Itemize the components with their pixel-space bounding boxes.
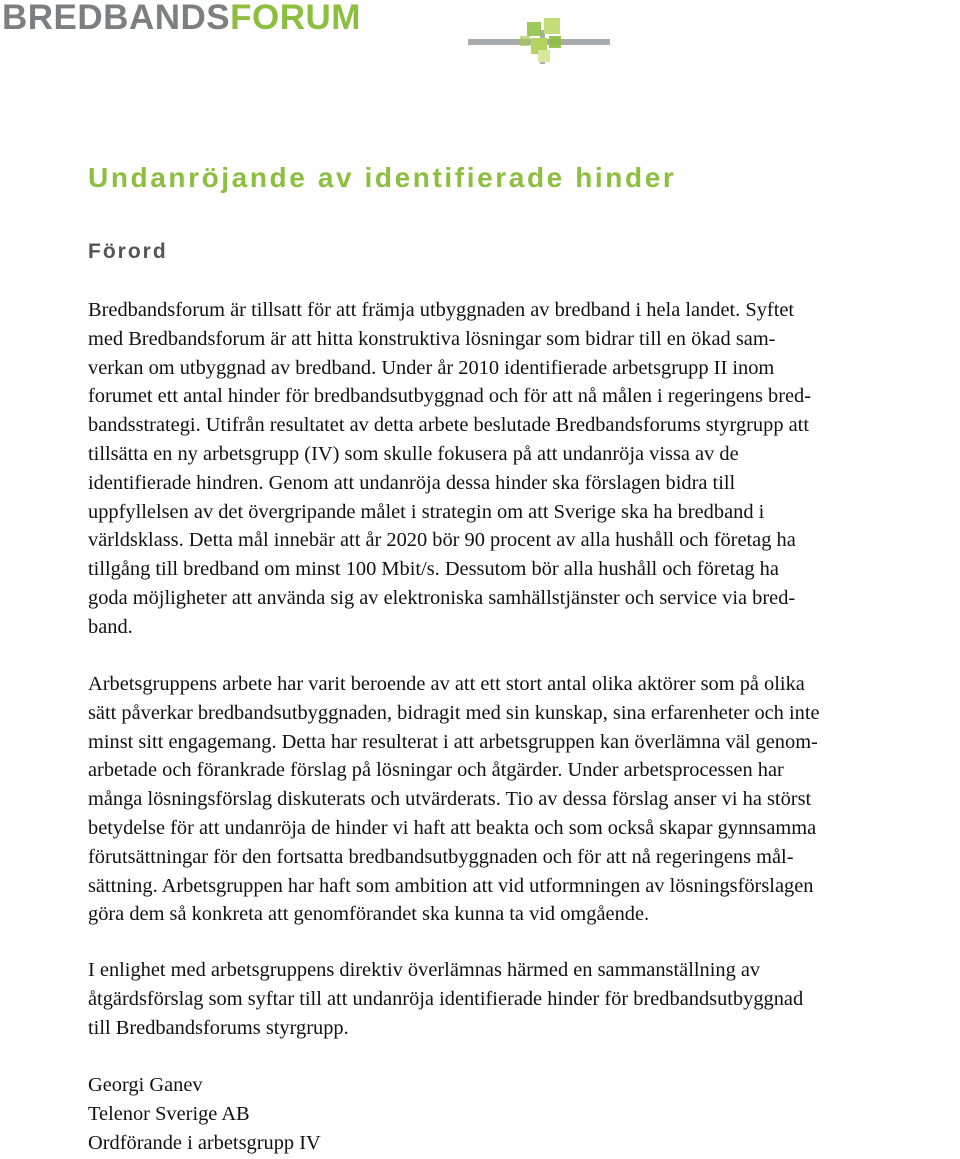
logo-wordmark-forum: FORUM: [230, 0, 361, 37]
text-line: sättning. Arbetsgruppen har haft som ambition att vid utformningen av lösningsförslagen: [88, 874, 814, 897]
text-line: I enlighet med arbetsgruppens direktiv överlämnas härmed en sammanställning av: [88, 959, 761, 981]
text-line: tillgång till bredband om minst 100 Mbit/s. Dessutom bör alla hushåll och företag ha: [88, 558, 779, 581]
text-line: verkan om utbyggnad av bredband. Under år 2010 identifierade arbetsgrupp II inom: [88, 356, 775, 379]
text-line: åtgärdsförslag som syftar till att undanröja identifierade hinder för bredbandsutbyggnad: [88, 987, 804, 1010]
text-line: till Bredbandsforums styrgrupp.: [88, 1016, 349, 1039]
text-line: Bredbandsforum är tillsatt för att främja utbyggnaden av bredband i hela landet. Syftet: [88, 299, 795, 321]
text-line: många lösningsförslag diskuterats och utvärderats. Tio av dessa förslag anser vi ha störst: [88, 788, 812, 811]
text-line: förutsättningar för den fortsatta bredbandsutbyggnaden och för att nå regeringens mål-: [88, 845, 794, 868]
bredbandsforum-logo: [0, 0, 620, 72]
text-line: minst sitt engagemang. Detta har resulterat i att arbetsgruppen kan överlämna väl genom-: [88, 730, 818, 753]
signature-name: Georgi Ganev: [88, 1074, 203, 1096]
signature-block: [88, 1071, 321, 1157]
signature-company: Telenor Sverige AB: [88, 1102, 250, 1125]
text-line: band.: [88, 615, 133, 638]
text-line: Arbetsgruppens arbete har varit beroende av att ett stort antal olika aktörer som på olika: [88, 673, 805, 695]
paragraph-1: [88, 296, 811, 642]
section-heading: Förord: [88, 240, 168, 263]
signature-role: Ordförande i arbetsgrupp IV: [88, 1131, 321, 1154]
text-line: världsklass. Detta mål innebär att år 2020 bör 90 procent av alla hushåll och företag ha: [88, 529, 796, 552]
page-title: Undanröjande av identifierade hinder: [88, 162, 677, 193]
text-line: arbetade och förankrade förslag på lösningar och åtgärder. Under arbetsprocessen har: [88, 759, 784, 782]
text-line: goda möjligheter att använda sig av elektroniska samhällstjänster och service via bred-: [88, 586, 796, 609]
paragraph-2: [88, 670, 820, 929]
text-line: bandsstrategi. Utifrån resultatet av detta arbete beslutade Bredbandsforums styrgrupp att: [88, 414, 809, 437]
text-line: forumet ett antal hinder för bredbandsutbyggnad och för att nå målen i regeringens bred-: [88, 385, 812, 408]
text-line: betydelse för att undanröja de hinder vi haft att beakta och som också skapar gynnsamma: [88, 816, 817, 839]
text-line: med Bredbandsforum är att hitta konstruktiva lösningar som bidrar till en ökad sam-: [88, 327, 776, 350]
text-line: sätt påverkar bredbandsutbyggnaden, bidragit med sin kunskap, sina erfarenheter och inte: [88, 701, 820, 724]
text-line: tillsätta en ny arbetsgrupp (IV) som skulle fokusera på att undanröja vissa av de: [88, 442, 739, 465]
text-line: identifierade hindren. Genom att undanröja dessa hinder ska förslagen bidra till: [88, 471, 736, 494]
text-line: uppfyllelsen av det övergripande målet i strategin om att Sverige ska ha bredband i: [88, 500, 765, 523]
text-line: göra dem så konkreta att genomförandet ska kunna ta vid omgående.: [88, 903, 650, 926]
paragraph-3: [88, 956, 803, 1042]
logo-wordmark-bredbands: BREDBANDS: [2, 0, 231, 37]
logo-wordmark: [2, 0, 361, 36]
